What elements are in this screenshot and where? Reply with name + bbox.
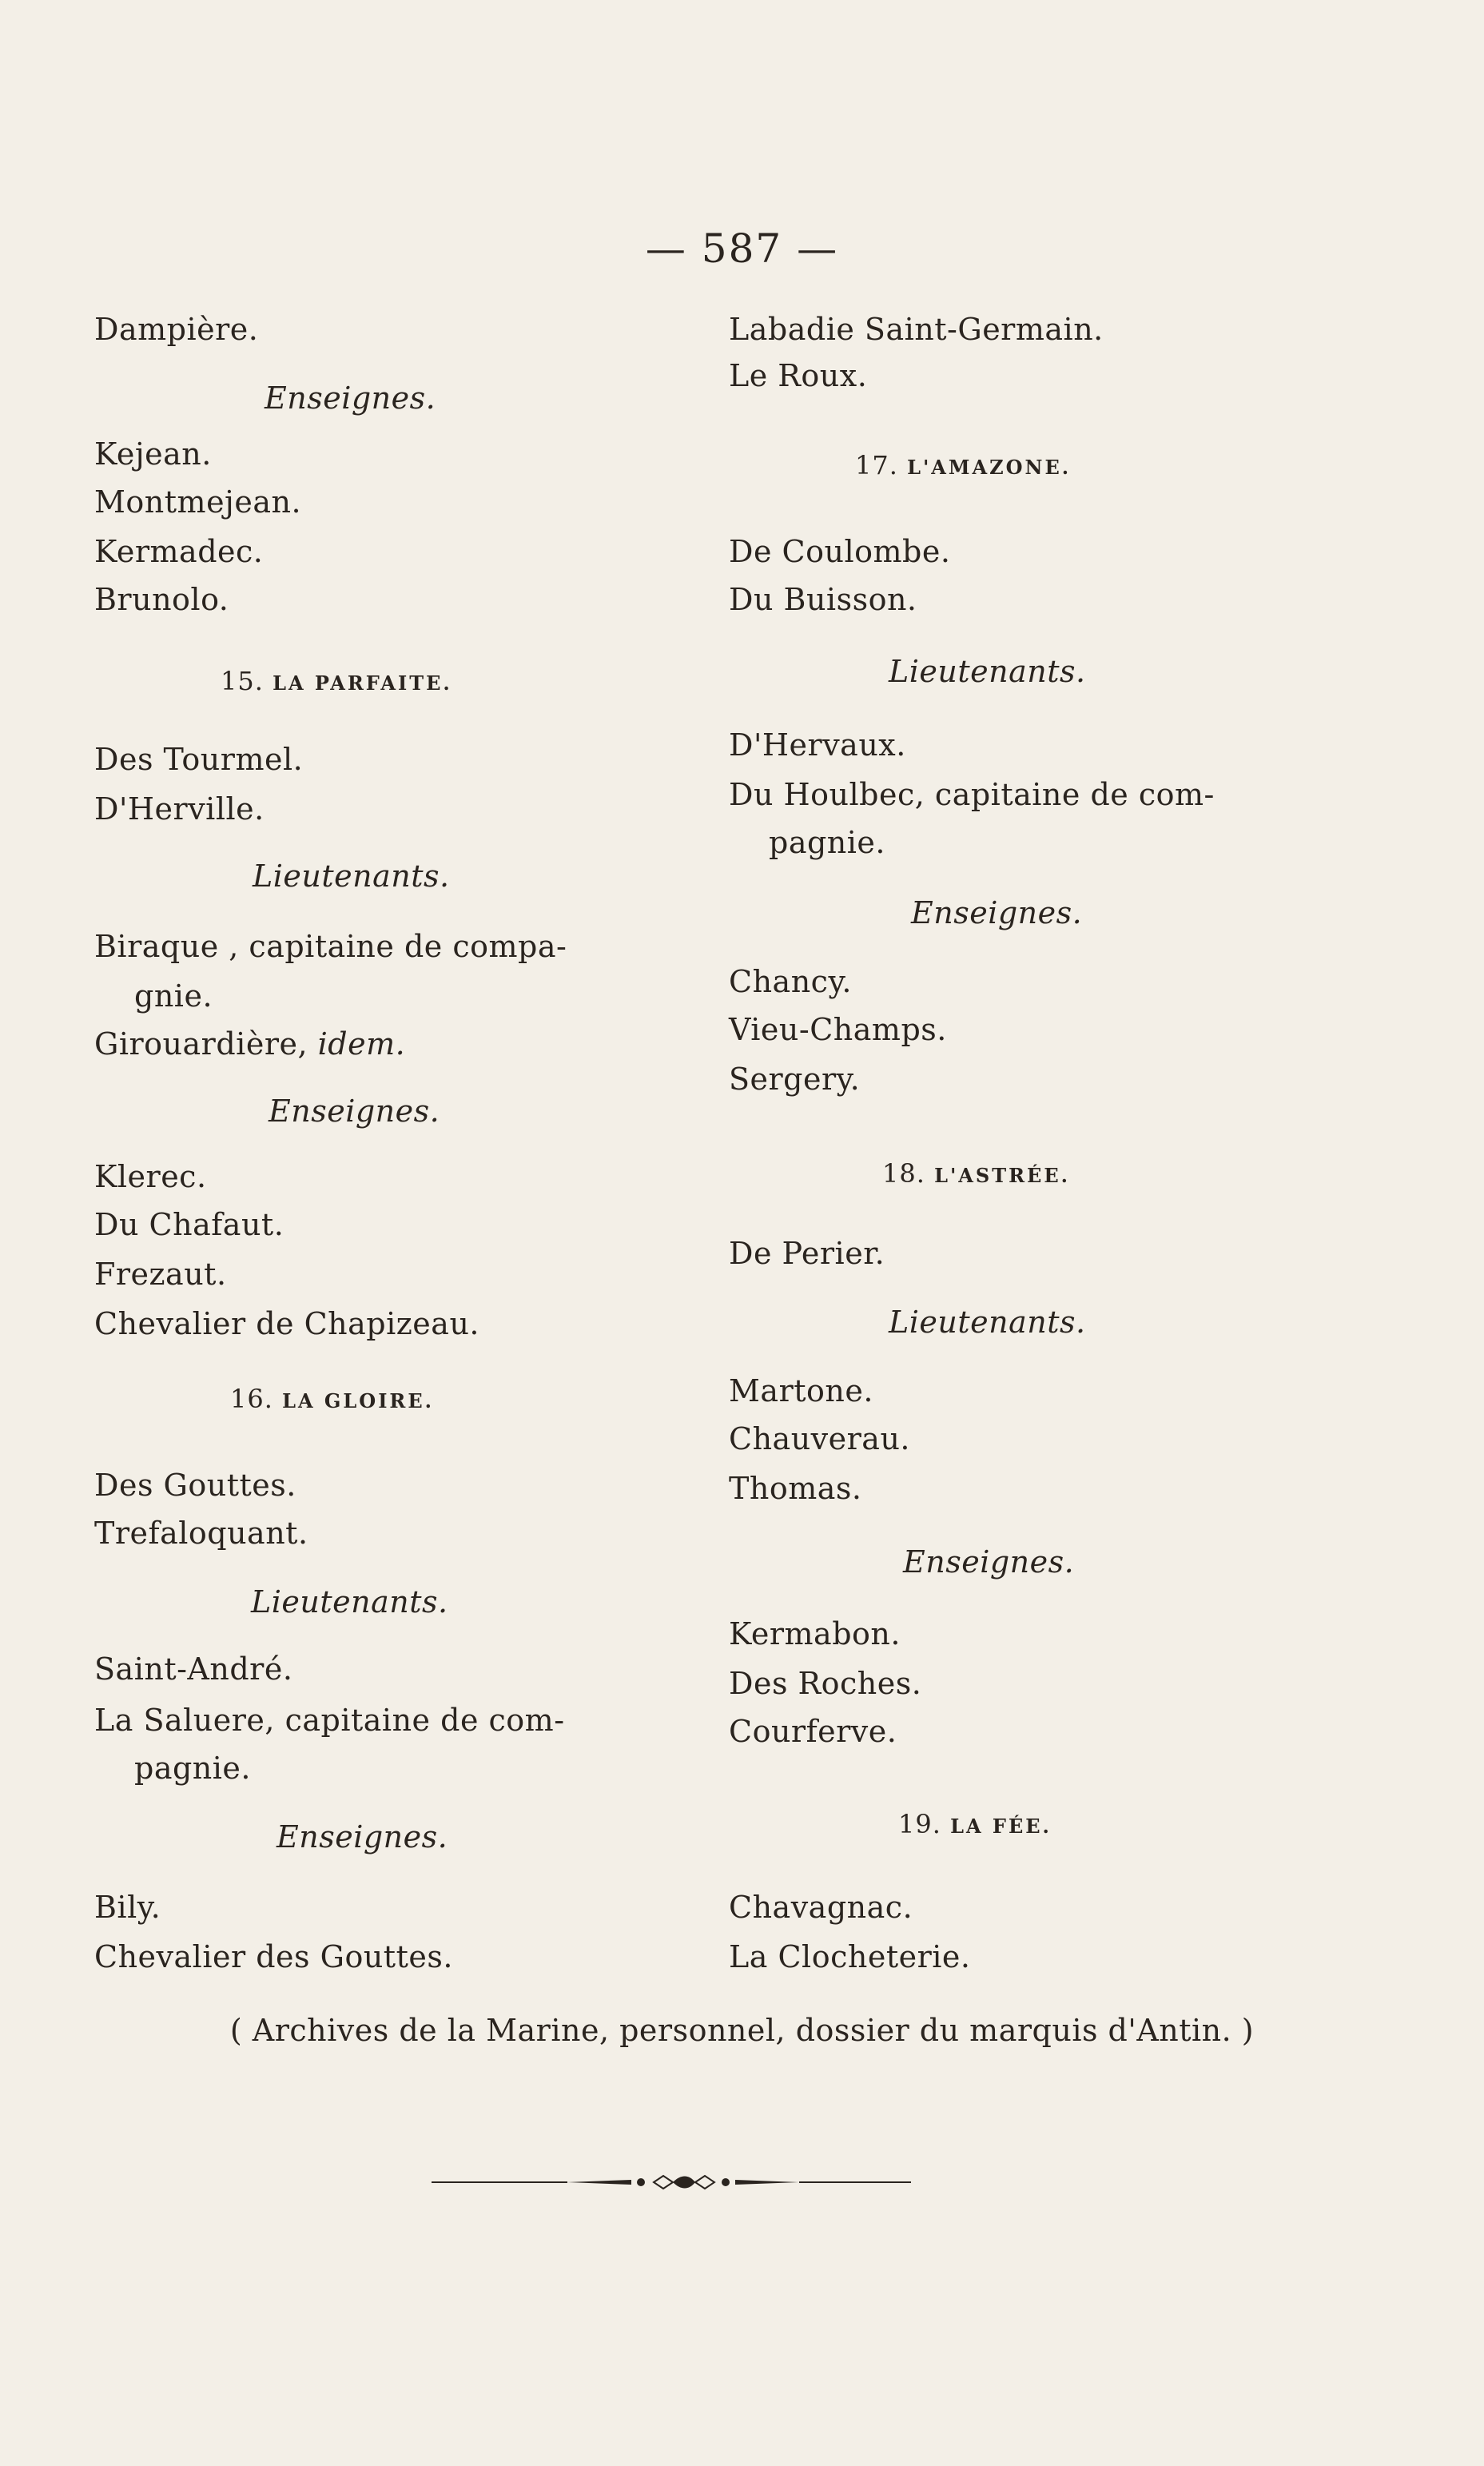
ornament-divider-icon [432,2173,911,2192]
ship-name: LA FÉE. [950,1815,1052,1838]
list-item: Du Buisson. [729,582,917,617]
list-item: Klerec. [94,1159,207,1194]
page-number: — 587 — [645,225,839,272]
list-item: Chavagnac. [729,1890,913,1925]
list-item [94,1025,405,1063]
source-citation: ( Archives de la Marine, personnel, dossier du marquis d'Antin. ) [229,2013,1255,2048]
list-item: Des Tourmel. [94,742,304,777]
list-item: Chevalier de Chapizeau. [94,1306,479,1341]
list-item: Du Chafaut. [94,1207,284,1242]
list-item: Le Roux. [729,358,868,393]
list-item: Biraque , capitaine de compa- [94,929,567,964]
section-heading-enseignes: Enseignes. [903,1544,1075,1580]
ship-heading-19 [898,1808,1052,1843]
ship-name: L'AMAZONE. [907,456,1072,479]
list-item: Thomas. [729,1471,862,1506]
ship-heading-16 [230,1383,434,1417]
list-item: Des Gouttes. [94,1468,296,1503]
list-item: D'Hervaux. [729,727,906,763]
list-item: Chancy. [729,964,852,999]
list-item: Chauverau. [729,1421,911,1456]
list-item: Labadie Saint-Germain. [729,312,1104,347]
list-item: pagnie. [134,1751,251,1786]
ship-number: 16. [230,1384,273,1414]
list-item: Vieu-Champs. [729,1012,947,1047]
ship-number: 17. [855,450,898,480]
list-item: Des Roches. [729,1666,922,1701]
section-heading-enseignes: Enseignes. [265,380,436,416]
section-heading-enseignes: Enseignes. [911,895,1083,930]
list-item: pagnie. [769,825,885,860]
list-item: Bily. [94,1890,161,1925]
list-item: Du Houlbec, capitaine de com- [729,777,1215,812]
list-item: Trefaloquant. [94,1516,308,1551]
ship-number: 18. [882,1158,925,1189]
list-item: Kejean. [94,436,212,472]
section-heading-enseignes: Enseignes. [277,1819,448,1854]
section-heading-lieutenants: Lieutenants. [251,1584,448,1619]
ship-heading-15 [221,665,452,699]
list-item: gnie. [134,978,213,1014]
list-item: De Coulombe. [729,534,951,569]
ship-heading-18 [882,1157,1070,1192]
list-item: Frezaut. [94,1257,227,1292]
section-heading-lieutenants: Lieutenants. [253,859,450,894]
list-item: Dampière. [94,312,259,347]
list-item: Sergery. [729,1062,861,1097]
list-item: Courferve. [729,1714,897,1749]
list-item-name: Girouardière, [94,1026,318,1062]
list-item: D'Herville. [94,791,265,827]
ship-number: 15. [221,666,264,696]
list-item: Kermabon. [729,1616,901,1651]
list-item: Kermadec. [94,534,264,569]
list-item-note: idem. [317,1026,406,1062]
ship-name: LA GLOIRE. [282,1389,435,1412]
list-item: Martone. [729,1373,873,1408]
ship-heading-17 [855,449,1071,484]
section-heading-enseignes: Enseignes. [269,1094,440,1129]
ship-name: LA PARFAITE. [273,671,452,695]
list-item: De Perier. [729,1236,885,1271]
list-item: Chevalier des Gouttes. [94,1939,453,1974]
list-item: Brunolo. [94,582,229,617]
list-item: Montmejean. [94,484,302,520]
ship-number: 19. [898,1809,941,1839]
section-heading-lieutenants: Lieutenants. [889,654,1086,689]
list-item: La Saluere, capitaine de com- [94,1703,565,1738]
list-item: La Clocheterie. [729,1939,971,1974]
section-heading-lieutenants: Lieutenants. [889,1305,1086,1340]
list-item: Saint-André. [94,1651,293,1687]
ship-name: L'ASTRÉE. [934,1164,1070,1187]
